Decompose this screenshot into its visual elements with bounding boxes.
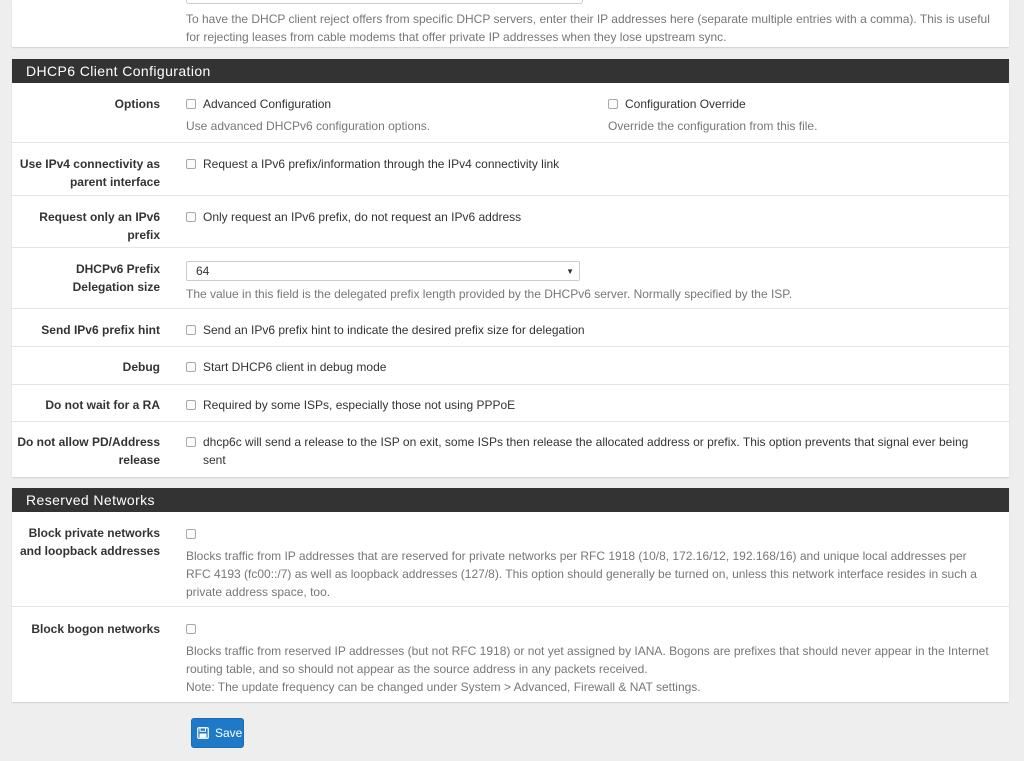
- prefix-hint-text: Send an IPv6 prefix hint to indicate the desired prefix size for delegation: [203, 323, 585, 337]
- config-override-checkbox[interactable]: [608, 99, 618, 109]
- debug-checkbox[interactable]: [186, 362, 196, 372]
- no-wait-ra-text: Required by some ISPs, especially those not using PPPoE: [203, 398, 516, 412]
- no-wait-ra-label: Do not wait for a RA: [45, 398, 160, 412]
- no-release-checkbox[interactable]: [186, 437, 196, 447]
- pd-size-select[interactable]: [186, 261, 580, 281]
- debug-text: Start DHCP6 client in debug mode: [203, 360, 387, 374]
- reject-from-help: To have the DHCP client reject offers from specific DHCP servers, enter their IP addresses here (separate multiple entries with a comma). This is useful for rejecting leases from cable modems that offer private IP addresses when they lose upstream sync.: [186, 12, 990, 44]
- debug-row: [12, 347, 1009, 385]
- block-private-checkbox[interactable]: [186, 529, 196, 539]
- block-private-row: [12, 512, 1009, 607]
- no-release-row: [12, 422, 1009, 477]
- no-wait-ra-checkbox[interactable]: [186, 400, 196, 410]
- debug-label: Debug: [122, 360, 160, 374]
- config-override-help: Override the configuration from this file.: [608, 119, 818, 133]
- config-override-label: Configuration Override: [625, 97, 746, 111]
- pd-size-label: DHCPv6 Prefix Delegation size: [72, 262, 160, 294]
- no-release-text-2: sent: [203, 453, 226, 467]
- reserved-networks-panel: [12, 488, 1009, 702]
- pd-size-value: 64: [196, 264, 210, 278]
- reserved-heading: Reserved Networks: [12, 488, 1009, 512]
- prefix-only-checkbox[interactable]: [186, 212, 196, 222]
- caret-down-icon: ▼: [566, 267, 574, 276]
- floppy-disk-icon: [197, 727, 209, 739]
- block-private-help: Blocks traffic from IP addresses that are reserved for private networks per RFC 1918 (10/8, 172.16/12, 192.168/16) and unique local addresses per RFC 4193 (fc00::/7) as well as loopback addresses (127/8). This option should generally be turned on, unless this network interface resides in such a private address space, too.: [186, 549, 977, 599]
- prefix-only-text: Only request an IPv6 prefix, do not request an IPv6 address: [203, 210, 522, 224]
- block-bogon-checkbox[interactable]: [186, 624, 196, 634]
- save-button[interactable]: [191, 718, 244, 748]
- dhcp6-heading: DHCP6 Client Configuration: [12, 59, 1009, 83]
- dhcp-reject-panel: [12, 0, 1009, 47]
- no-wait-ra-row: [12, 385, 1009, 422]
- prefix-only-row: [12, 196, 1009, 248]
- prefix-only-label: Request only an IPv6 prefix: [39, 210, 160, 242]
- prefix-hint-label: Send IPv6 prefix hint: [41, 323, 160, 337]
- no-release-text-1: dhcp6c will send a release to the ISP on exit, some ISPs then release the allocated address or prefix. This option prevents that signal ever being: [203, 435, 969, 449]
- dhcp6-panel: [12, 59, 1009, 477]
- block-private-label: Block private networks and loopback addresses: [19, 526, 160, 558]
- pd-size-help: The value in this field is the delegated prefix length provided by the DHCPv6 server. Normally specified by the ISP.: [186, 287, 793, 301]
- ipv4-parent-label: Use IPv4 connectivity as parent interface: [19, 157, 160, 189]
- reject-from-input[interactable]: [186, 0, 583, 4]
- prefix-hint-checkbox[interactable]: [186, 325, 196, 335]
- ipv4-parent-row: [12, 143, 1009, 196]
- no-release-label: Do not allow PD/Address release: [17, 435, 160, 467]
- block-bogon-help: Blocks traffic from reserved IP addresses (but not RFC 1918) or not yet assigned by IANA. Bogons are prefixes that should never appear in the Internet routing table, and so should not appear as the source address in any packets received. Note: The update frequency can be changed under System > Advanced, Firewall & NAT settings.: [186, 644, 989, 694]
- advanced-config-checkbox[interactable]: [186, 99, 196, 109]
- options-row: [12, 83, 1009, 143]
- options-label: Options: [114, 97, 160, 111]
- ipv4-parent-checkbox[interactable]: [186, 159, 196, 169]
- advanced-config-label: Advanced Configuration: [203, 97, 332, 111]
- prefix-hint-row: [12, 309, 1009, 347]
- block-bogon-row: [12, 607, 1009, 702]
- pd-size-row: [12, 248, 1009, 309]
- block-bogon-label: Block bogon networks: [31, 622, 160, 636]
- save-button-label: Save: [215, 726, 243, 740]
- ipv4-parent-text: Request a IPv6 prefix/information through the IPv4 connectivity link: [203, 157, 560, 171]
- advanced-config-help: Use advanced DHCPv6 configuration options.: [186, 119, 431, 133]
